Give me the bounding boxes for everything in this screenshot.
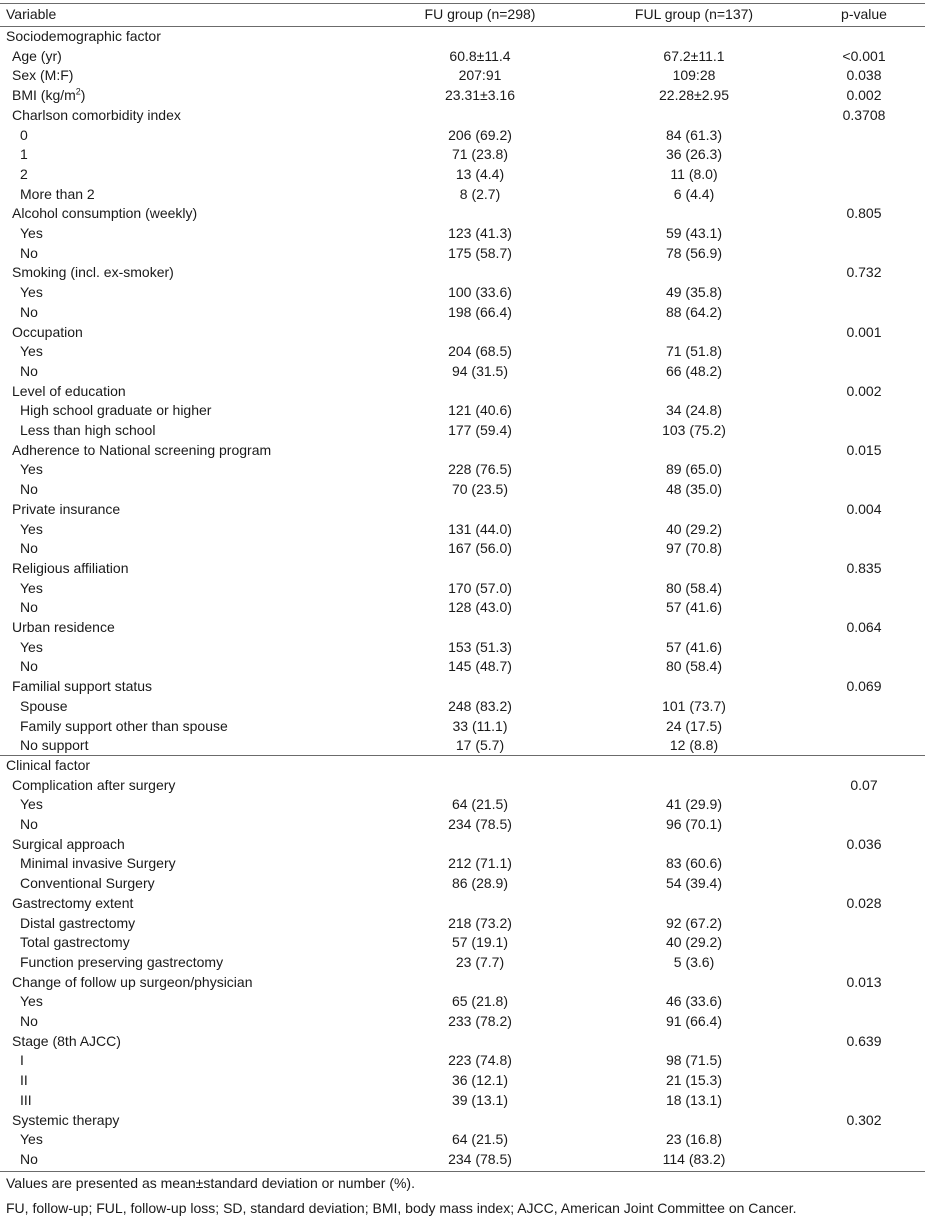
fu-value: 218 (73.2) xyxy=(448,914,512,931)
row-label-text: No xyxy=(20,303,38,320)
ful-value: 49 (35.8) xyxy=(665,284,723,301)
p-value: 0.002 xyxy=(846,382,882,399)
ful-value: 96 (70.1) xyxy=(665,816,723,832)
row-label-text: High school graduate or higher xyxy=(20,402,212,419)
row-label-text: Yes xyxy=(20,461,43,478)
category-row xyxy=(0,795,925,815)
ful-value: 22.28±2.95 xyxy=(659,87,729,104)
category-row xyxy=(0,1091,925,1111)
category-row xyxy=(0,126,925,146)
category-row xyxy=(0,854,925,874)
row-label-text: No xyxy=(20,244,38,261)
fu-value: 100 (33.6) xyxy=(448,284,512,301)
row-label-text: Conventional Surgery xyxy=(20,875,155,892)
row-label-text: Distal gastrectomy xyxy=(20,914,136,931)
row-label xyxy=(20,224,43,244)
row-label-text: Stage (8th AJCC) xyxy=(12,1032,121,1049)
row-label-text: Occupation xyxy=(12,323,83,340)
fu-value: 153 (51.3) xyxy=(448,638,512,655)
category-row xyxy=(0,914,925,934)
fu-value: 167 (56.0) xyxy=(448,540,512,557)
row-label xyxy=(20,539,38,559)
ful-value: 21 (15.3) xyxy=(665,1072,723,1089)
variable-row xyxy=(0,776,925,796)
row-label xyxy=(20,1012,38,1032)
ful-value: 97 (70.8) xyxy=(665,540,723,557)
row-label xyxy=(12,323,83,343)
category-row xyxy=(0,1012,925,1032)
p-value: 0.028 xyxy=(846,894,882,911)
fu-value: 70 (23.5) xyxy=(451,481,509,498)
p-value: 0.805 xyxy=(846,205,882,222)
ful-value: 12 (8.8) xyxy=(669,737,719,754)
fu-value: 71 (23.8) xyxy=(451,146,509,163)
ful-value: 109:28 xyxy=(672,67,716,84)
category-row xyxy=(0,303,925,323)
row-label xyxy=(12,835,125,855)
fu-value: 60.8±11.4 xyxy=(449,47,511,64)
row-label-text: Sex (M:F) xyxy=(12,67,74,84)
row-label-text: Gastrectomy extent xyxy=(12,894,134,911)
row-label-text: Function preserving gastrectomy xyxy=(20,953,224,970)
category-row xyxy=(0,1051,925,1071)
header-variable: Variable xyxy=(6,6,57,22)
ful-value: 88 (64.2) xyxy=(665,303,723,320)
row-label xyxy=(20,579,43,599)
row-label xyxy=(12,500,120,520)
category-row xyxy=(0,874,925,894)
row-label xyxy=(20,598,38,618)
row-label-text: No xyxy=(20,481,38,498)
category-row xyxy=(0,717,925,737)
ful-value: 40 (29.2) xyxy=(665,520,723,537)
row-label-text: Spouse xyxy=(20,697,68,714)
category-row xyxy=(0,1130,925,1150)
ful-value: 40 (29.2) xyxy=(665,934,723,951)
row-label xyxy=(20,1091,32,1111)
row-label-text: No xyxy=(20,816,38,832)
row-label-text: Family support other than spouse xyxy=(20,717,228,734)
row-label-text: Adherence to National screening program xyxy=(12,441,272,458)
row-label xyxy=(20,874,155,894)
p-value: 0.3708 xyxy=(842,106,886,123)
fu-value: 36 (12.1) xyxy=(451,1072,509,1089)
ful-value: 103 (75.2) xyxy=(662,422,726,438)
category-row xyxy=(0,697,925,717)
category-row xyxy=(0,1150,925,1170)
row-label xyxy=(20,1130,43,1150)
row-label-text: No xyxy=(20,1150,38,1167)
row-label-text: I xyxy=(20,1052,24,1069)
category-row xyxy=(0,520,925,540)
row-label-text: Familial support status xyxy=(12,678,153,695)
row-label xyxy=(20,795,43,815)
row-label-text: Yes xyxy=(20,225,43,241)
category-row xyxy=(0,933,925,953)
row-label xyxy=(20,185,95,205)
row-label xyxy=(20,283,43,303)
category-row xyxy=(0,460,925,480)
row-label xyxy=(12,204,197,224)
fu-value: 23.31±3.16 xyxy=(445,87,515,104)
row-label xyxy=(12,1032,121,1052)
category-row xyxy=(0,145,925,165)
p-value: 0.015 xyxy=(846,441,882,458)
row-label-text: More than 2 xyxy=(20,185,95,202)
row-label xyxy=(20,933,130,953)
p-value: 0.069 xyxy=(846,678,882,695)
category-row xyxy=(0,224,925,244)
ful-value: 91 (66.4) xyxy=(665,1013,723,1029)
row-label-text: 1 xyxy=(20,146,28,163)
fu-value: 94 (31.5) xyxy=(451,362,509,379)
row-label-text: Clinical factor xyxy=(6,756,91,773)
fu-value: 121 (40.6) xyxy=(448,402,512,419)
row-label-text: Yes xyxy=(20,343,43,360)
header-ful-group: FUL group (n=137) xyxy=(634,6,754,22)
row-label xyxy=(20,480,38,500)
row-label xyxy=(20,638,43,658)
row-label-text: Change of follow up surgeon/physician xyxy=(12,973,253,990)
row-label-text: Less than high school xyxy=(20,422,156,438)
p-value: 0.002 xyxy=(846,87,882,104)
footnote-values: Values are presented as mean±standard deviation or number (%). xyxy=(6,1174,415,1191)
p-value: 0.639 xyxy=(846,1032,882,1049)
p-value: 0.013 xyxy=(846,973,882,990)
ful-value: 5 (3.6) xyxy=(673,953,715,970)
header-fu-group: FU group (n=298) xyxy=(424,6,536,22)
row-label-text: Minimal invasive Surgery xyxy=(20,855,176,872)
row-label-text: 2 xyxy=(20,165,28,182)
variable-row xyxy=(0,835,925,855)
row-label xyxy=(12,1111,119,1131)
row-label xyxy=(12,677,152,697)
fu-value: 17 (5.7) xyxy=(455,737,505,754)
row-label xyxy=(12,47,62,67)
ful-value: 101 (73.7) xyxy=(662,697,726,714)
ful-value: 78 (56.9) xyxy=(665,244,723,261)
p-value: <0.001 xyxy=(842,47,886,64)
row-label-text: Urban residence xyxy=(12,619,115,635)
ful-value: 80 (58.4) xyxy=(665,579,723,596)
fu-value: 8 (2.7) xyxy=(459,185,501,202)
row-label-text: No support xyxy=(20,737,89,754)
row-label xyxy=(20,362,38,382)
row-label-text: Yes xyxy=(20,993,43,1010)
fu-value: 206 (69.2) xyxy=(448,126,512,143)
fu-value: 33 (11.1) xyxy=(452,717,508,734)
fu-value: 23 (7.7) xyxy=(455,953,505,970)
fu-value: 131 (44.0) xyxy=(448,520,512,537)
section-row xyxy=(0,756,925,776)
row-label xyxy=(20,914,135,934)
row-label xyxy=(20,460,43,480)
category-row xyxy=(0,244,925,264)
ful-value: 54 (39.4) xyxy=(665,875,723,892)
p-value: 0.036 xyxy=(846,835,882,852)
row-label xyxy=(20,303,38,323)
top-rule xyxy=(0,3,925,4)
row-label-superscript: 2 xyxy=(75,86,81,97)
variable-row xyxy=(0,66,925,86)
row-label xyxy=(12,973,253,993)
variable-row xyxy=(0,559,925,579)
fu-value: 248 (83.2) xyxy=(448,697,512,714)
row-label-text: Charlson comorbidity index xyxy=(12,106,181,123)
fu-value: 170 (57.0) xyxy=(448,579,512,596)
ful-value: 11 (8.0) xyxy=(670,165,718,182)
variable-row xyxy=(0,618,925,638)
category-row xyxy=(0,815,925,835)
row-label xyxy=(20,145,28,165)
variable-row xyxy=(0,500,925,520)
row-label-text: Yes xyxy=(20,520,43,537)
category-row xyxy=(0,185,925,205)
ful-value: 114 (83.2) xyxy=(662,1150,726,1167)
row-label-text: Systemic therapy xyxy=(12,1111,120,1128)
row-label-text: No xyxy=(20,362,38,379)
p-value: 0.004 xyxy=(846,500,882,517)
category-row xyxy=(0,342,925,362)
ful-value: 84 (61.3) xyxy=(665,126,723,143)
row-label xyxy=(12,618,115,638)
fu-value: 39 (13.1) xyxy=(451,1091,509,1108)
row-label xyxy=(20,1051,24,1071)
header-p-value: p-value xyxy=(841,6,887,22)
ful-value: 66 (48.2) xyxy=(665,362,723,379)
fu-value: 198 (66.4) xyxy=(448,303,512,320)
p-value: 0.835 xyxy=(846,559,882,576)
fu-value: 145 (48.7) xyxy=(448,658,512,675)
p-value: 0.001 xyxy=(846,323,882,340)
row-label-text: Yes xyxy=(20,638,43,655)
row-label-text: No xyxy=(20,1013,38,1029)
row-label-text: Age (yr) xyxy=(12,47,62,64)
fu-value: 128 (43.0) xyxy=(448,599,512,616)
row-label-text: Smoking (incl. ex-smoker) xyxy=(12,264,174,281)
ful-value: 18 (13.1) xyxy=(665,1091,723,1108)
p-value: 0.07 xyxy=(850,776,878,793)
category-row xyxy=(0,992,925,1012)
row-label xyxy=(12,106,181,126)
row-label xyxy=(20,736,88,756)
ful-value: 83 (60.6) xyxy=(665,855,723,872)
row-label-text: Total gastrectomy xyxy=(20,934,130,951)
row-label-text: Yes xyxy=(20,579,43,596)
row-label xyxy=(12,776,175,796)
row-label xyxy=(12,86,85,106)
fu-value: 64 (21.5) xyxy=(451,796,509,813)
row-label xyxy=(12,559,128,579)
row-label xyxy=(20,1071,28,1091)
row-label xyxy=(12,382,126,402)
row-label-text: Level of education xyxy=(12,382,126,399)
category-row xyxy=(0,362,925,382)
row-label-text: No xyxy=(20,658,38,675)
variable-row xyxy=(0,106,925,126)
fu-value: 234 (78.5) xyxy=(448,1150,512,1167)
row-label-text: Private insurance xyxy=(12,500,121,517)
p-value: 0.064 xyxy=(846,619,882,635)
category-row xyxy=(0,736,925,756)
fu-value: 65 (21.8) xyxy=(451,993,509,1010)
ful-value: 24 (17.5) xyxy=(665,717,723,734)
variable-row xyxy=(0,677,925,697)
row-label-suffix: ) xyxy=(80,87,86,104)
header-row xyxy=(0,5,925,25)
row-label xyxy=(20,126,28,146)
ful-value: 92 (67.2) xyxy=(665,914,723,931)
fu-value: 223 (74.8) xyxy=(448,1052,512,1069)
fu-value: 228 (76.5) xyxy=(448,461,512,478)
category-row xyxy=(0,165,925,185)
row-label xyxy=(20,657,38,677)
ful-value: 48 (35.0) xyxy=(665,481,723,498)
row-label-text: No xyxy=(20,599,38,616)
ful-value: 98 (71.5) xyxy=(665,1052,723,1069)
variable-row xyxy=(0,47,925,67)
fu-value: 175 (58.7) xyxy=(448,244,512,261)
row-label xyxy=(6,756,90,776)
fu-value: 13 (4.4) xyxy=(455,165,505,182)
row-label xyxy=(20,854,176,874)
p-value: 0.038 xyxy=(846,67,882,84)
variable-row xyxy=(0,263,925,283)
category-row xyxy=(0,638,925,658)
row-label-text: Yes xyxy=(20,1131,43,1148)
variable-row xyxy=(0,323,925,343)
fu-value: 233 (78.2) xyxy=(448,1013,512,1029)
ful-value: 80 (58.4) xyxy=(665,658,723,675)
section-row xyxy=(0,27,925,47)
fu-value: 204 (68.5) xyxy=(448,343,512,360)
ful-value: 67.2±11.1 xyxy=(663,47,725,64)
row-label xyxy=(12,66,73,86)
variable-row xyxy=(0,894,925,914)
row-label-text: Alcohol consumption (weekly) xyxy=(12,205,198,222)
ful-value: 89 (65.0) xyxy=(665,461,723,478)
row-label xyxy=(12,894,133,914)
fu-value: 123 (41.3) xyxy=(448,225,512,241)
row-label xyxy=(20,1150,38,1170)
variable-row xyxy=(0,204,925,224)
category-row xyxy=(0,283,925,303)
bottom-rule xyxy=(0,1171,925,1172)
variable-row xyxy=(0,973,925,993)
row-label xyxy=(20,520,43,540)
ful-value: 71 (51.8) xyxy=(665,343,723,360)
row-label-text: No xyxy=(20,540,38,557)
ful-value: 34 (24.8) xyxy=(665,402,723,419)
row-label xyxy=(20,421,155,441)
row-label xyxy=(20,953,223,973)
variable-row xyxy=(0,1032,925,1052)
row-label-text: 0 xyxy=(20,126,28,143)
category-row xyxy=(0,1071,925,1091)
category-row xyxy=(0,598,925,618)
ful-value: 6 (4.4) xyxy=(673,185,715,202)
ful-value: 57 (41.6) xyxy=(665,638,723,655)
variable-row xyxy=(0,1111,925,1131)
row-label xyxy=(20,717,228,737)
p-value: 0.732 xyxy=(846,264,882,281)
row-label xyxy=(12,441,271,461)
row-label-text: Sociodemographic factor xyxy=(6,28,161,44)
row-label xyxy=(20,401,211,421)
row-label xyxy=(20,342,43,362)
fu-value: 86 (28.9) xyxy=(451,875,509,892)
ful-value: 23 (16.8) xyxy=(665,1131,723,1148)
ful-value: 59 (43.1) xyxy=(665,225,723,241)
category-row xyxy=(0,480,925,500)
fu-value: 177 (59.4) xyxy=(448,422,512,438)
category-row xyxy=(0,953,925,973)
footnote-abbreviations: FU, follow-up; FUL, follow-up loss; SD, standard deviation; BMI, body mass index; AJCC, American Joint Committee on Cancer. xyxy=(6,1199,797,1216)
row-label xyxy=(12,263,174,283)
row-label xyxy=(6,27,161,47)
row-label-text: Surgical approach xyxy=(12,835,125,852)
fu-value: 64 (21.5) xyxy=(451,1131,509,1148)
category-row xyxy=(0,539,925,559)
row-label-text: Religious affiliation xyxy=(12,559,129,576)
fu-value: 212 (71.1) xyxy=(448,855,512,872)
variable-row xyxy=(0,441,925,461)
row-label xyxy=(20,815,38,835)
row-label-text: III xyxy=(20,1091,32,1108)
category-row xyxy=(0,401,925,421)
row-label xyxy=(20,165,28,185)
ful-value: 36 (26.3) xyxy=(665,146,723,163)
row-label-text: Yes xyxy=(20,796,43,813)
fu-value: 207:91 xyxy=(458,67,502,84)
row-label-text: Complication after surgery xyxy=(12,776,176,793)
row-label-text: BMI (kg/m xyxy=(12,87,76,104)
ful-value: 57 (41.6) xyxy=(665,599,723,616)
row-label xyxy=(20,992,43,1012)
ful-value: 41 (29.9) xyxy=(665,796,723,813)
category-row xyxy=(0,579,925,599)
variable-row xyxy=(0,86,925,106)
fu-value: 234 (78.5) xyxy=(448,816,512,832)
fu-value: 57 (19.1) xyxy=(451,934,509,951)
p-value: 0.302 xyxy=(846,1111,882,1128)
variable-row xyxy=(0,382,925,402)
row-label xyxy=(20,244,38,264)
row-label-text: II xyxy=(20,1072,28,1089)
ful-value: 46 (33.6) xyxy=(665,993,723,1010)
category-row xyxy=(0,421,925,441)
row-label-text: Yes xyxy=(20,284,43,301)
row-label xyxy=(20,697,67,717)
category-row xyxy=(0,657,925,677)
